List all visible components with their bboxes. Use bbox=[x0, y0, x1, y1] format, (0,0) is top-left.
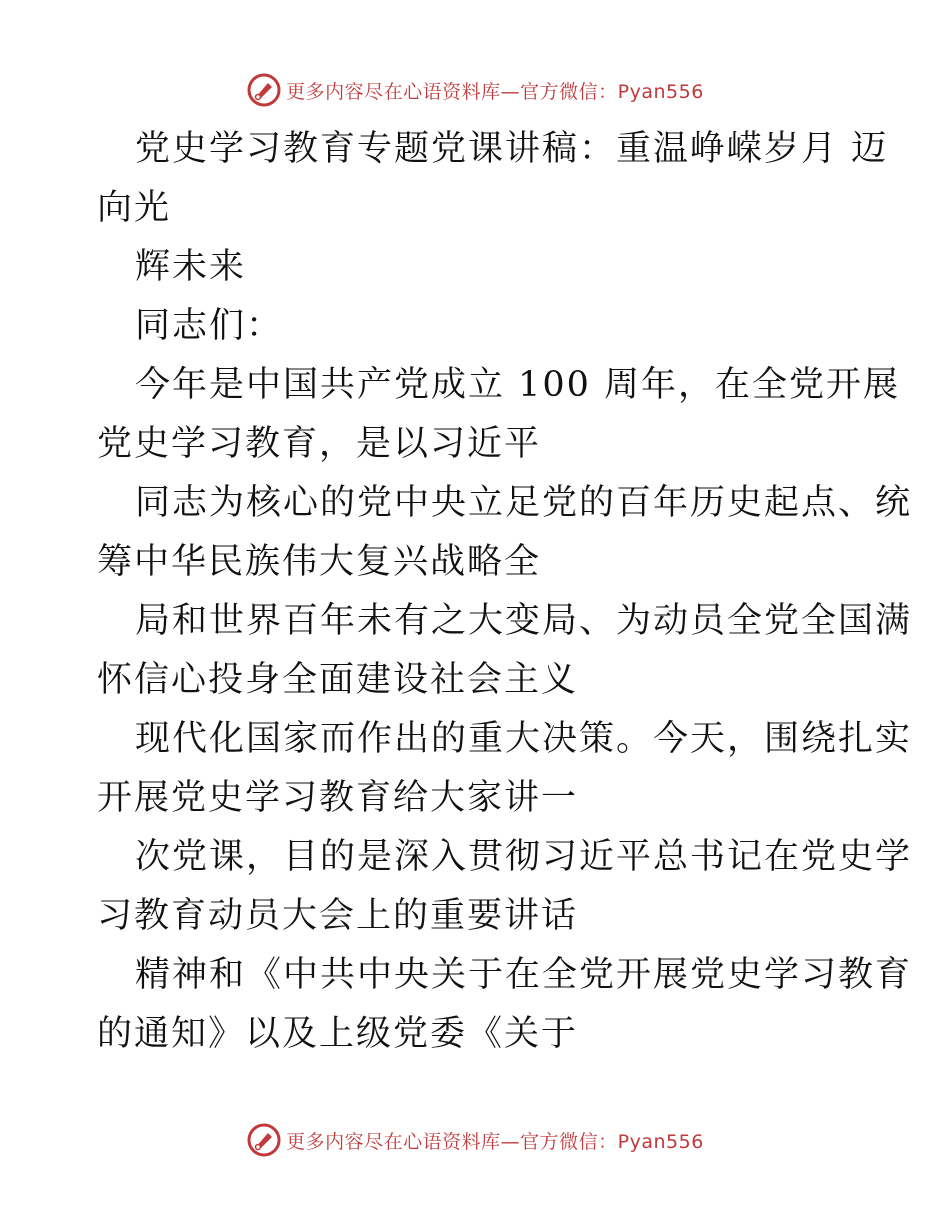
header-banner-text: 更多内容尽在心语资料库—官方微信：Pyan556 bbox=[286, 80, 704, 103]
text-line: 怀信心投身全面建设社会主义 bbox=[97, 660, 579, 700]
text-line: 精神和《中共中央关于在全党开展党史学习教育 bbox=[135, 955, 913, 995]
text-line: 的通知》以及上级党委《关于 bbox=[97, 1014, 579, 1054]
footer-banner-text: 更多内容尽在心语资料库—官方微信：Pyan556 bbox=[286, 1130, 704, 1153]
text-line: 同志们： bbox=[135, 306, 284, 346]
text-line: 习教育动员大会上的重要讲话 bbox=[97, 896, 579, 936]
pen-nib-logo-icon bbox=[246, 1122, 282, 1158]
text-line: 今年是中国共产党成立 100 周年，在全党开展 bbox=[135, 365, 901, 405]
text-line: 筹中华民族伟大复兴战略全 bbox=[97, 542, 542, 582]
document-body bbox=[97, 120, 913, 1064]
text-line: 辉未来 bbox=[135, 247, 247, 287]
text-line: 同志为核心的党中央立足党的百年历史起点、统 bbox=[135, 483, 913, 523]
pen-nib-logo-icon bbox=[246, 72, 282, 108]
text-line: 次党课，目的是深入贯彻习近平总书记在党史学 bbox=[135, 837, 913, 877]
text-line: 向光 bbox=[97, 188, 172, 228]
text-line: 开展党史学习教育给大家讲一 bbox=[97, 778, 579, 818]
text-line: 党史学习教育，是以习近平 bbox=[97, 424, 542, 464]
text-line: 局和世界百年未有之大变局、为动员全党全国满 bbox=[135, 601, 913, 641]
text-line: 党史学习教育专题党课讲稿：重温峥嵘岁月 迈 bbox=[135, 129, 889, 169]
header-banner bbox=[0, 70, 950, 110]
text-line: 现代化国家而作出的重大决策。今天，围绕扎实 bbox=[135, 719, 913, 759]
footer-banner bbox=[0, 1120, 950, 1160]
